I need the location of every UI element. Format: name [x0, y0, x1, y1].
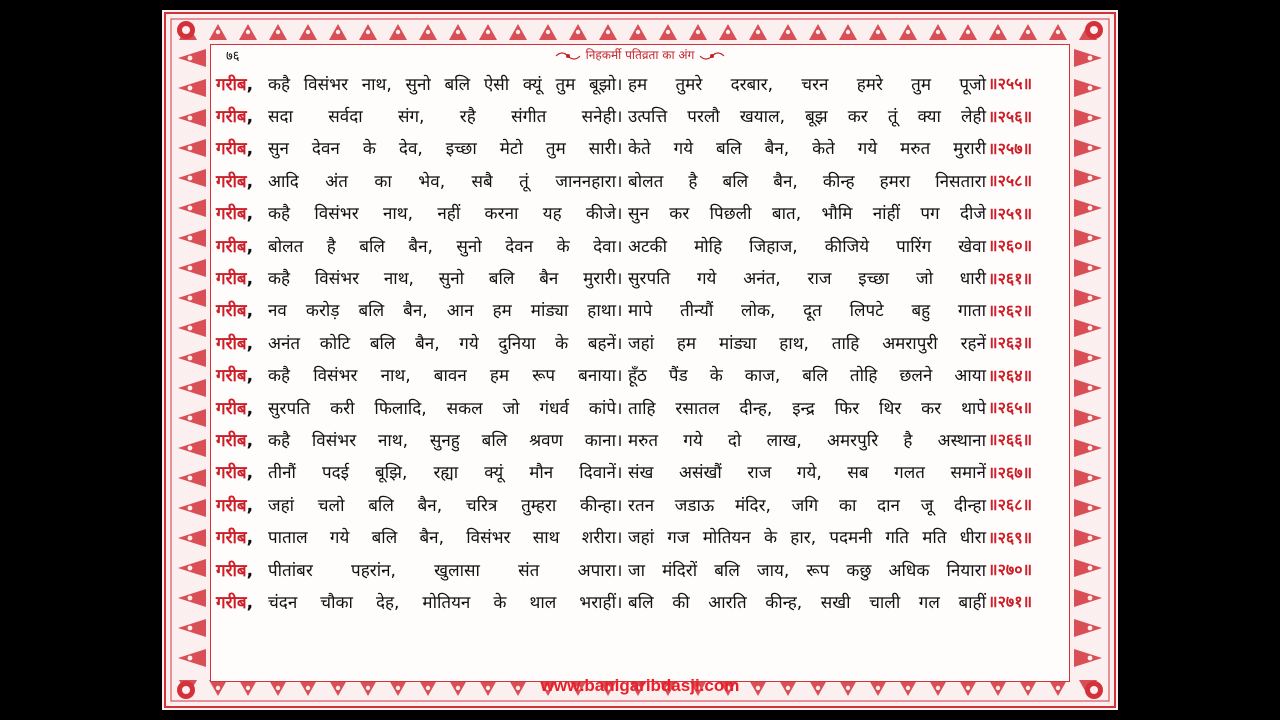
verse-separator: ।	[616, 333, 623, 354]
verse-second-half: बोलत है बलि बैन, कीन्ह हमरा निसतारा	[628, 171, 986, 192]
verse-number: ॥२५८॥	[988, 171, 1033, 191]
verse-separator: ।	[616, 366, 623, 387]
verse-separator: ।	[616, 495, 623, 516]
verse-number: ॥२६९॥	[988, 527, 1033, 547]
verse-separator: ।	[616, 398, 623, 419]
verse-second-half: सुन कर पिछली बात, भौमि नांहीं पग दीजे	[628, 204, 986, 225]
chapter-title: निहकर्मी पतिव्रता का अंग	[585, 48, 695, 62]
verse-label: गरीब,	[216, 398, 254, 419]
verse-second-half: जहां हम मांड्या हाथ, ताहि अमरापुरी रहनें	[628, 333, 986, 354]
verse-row	[210, 520, 1070, 552]
verse-row	[210, 326, 1070, 358]
verse-label: गरीब,	[216, 204, 254, 225]
verse-second-half: हूँठ पैंड के काज, बलि तोहि छलने आया	[628, 366, 986, 387]
verse-number: ॥२७१॥	[988, 592, 1033, 612]
verse-label: गरीब,	[216, 333, 254, 354]
verse-row	[210, 294, 1070, 326]
verse-first-half: अनंत कोटि बलि बैन, गये दुनिया के बहनें	[268, 333, 616, 354]
verse-row	[210, 391, 1070, 423]
verse-number: ॥२६८॥	[988, 495, 1033, 515]
verse-number: ॥२६७॥	[988, 462, 1033, 482]
verse-first-half: नव करोड़ बलि बैन, आन हम मांड्या हाथा	[268, 301, 616, 322]
verse-first-half: तीनौं पदई बूझि, रह्या क्यूं मौन दिवानें	[268, 463, 616, 484]
verse-first-half: कहै विसंभर नाथ, नहीं करना यह कीजे	[268, 204, 616, 225]
verse-second-half: केते गये बलि बैन, केते गये मरुत मुरारी	[628, 139, 986, 160]
verse-separator: ।	[616, 269, 623, 290]
verse-first-half: आदि अंत का भेव, सबै तूं जाननहारा	[268, 171, 616, 192]
verse-second-half: जा मंदिरों बलि जाय, रूप कछु अधिक नियारा	[628, 560, 986, 581]
verse-separator: ।	[616, 107, 623, 128]
verse-number: ॥२६३॥	[988, 333, 1033, 353]
verse-row	[210, 164, 1070, 196]
verse-number: ॥२६६॥	[988, 430, 1033, 450]
verse-number: ॥२५६॥	[988, 106, 1033, 126]
verse-label: गरीब,	[216, 171, 254, 192]
verse-first-half: सुन देवन के देव, इच्छा मेटो तुम सारी	[268, 139, 616, 160]
verse-label: गरीब,	[216, 74, 254, 95]
verse-second-half: हम तुमरे दरबार, चरन हमरे तुम पूजो	[628, 74, 986, 95]
verse-label: गरीब,	[216, 366, 254, 387]
verse-first-half: बोलत है बलि बैन, सुनो देवन के देवा	[268, 236, 616, 257]
verse-row	[210, 67, 1070, 99]
verse-second-half: उत्पत्ति परलौ खयाल, बूझ कर तूं क्या लेही	[628, 107, 986, 128]
verse-separator: ।	[616, 430, 623, 451]
verse-number: ॥२६५॥	[988, 398, 1033, 418]
verse-row	[210, 132, 1070, 164]
verse-number: ॥२६०॥	[988, 236, 1033, 256]
verse-number: ॥२५९॥	[988, 203, 1033, 223]
verse-label: गरीब,	[216, 463, 254, 484]
website-url[interactable]: www.banigaribdasji.com	[540, 676, 740, 695]
verse-list	[210, 67, 1070, 618]
verse-label: गरीब,	[216, 139, 254, 160]
page-number: ७६	[226, 49, 240, 64]
verse-first-half: जहां चलो बलि बैन, चरित्र तुम्हरा कीन्हा	[268, 495, 616, 516]
verse-row	[210, 359, 1070, 391]
verse-second-half: मरुत गये दो लाख, अमरपुरि है अस्थाना	[628, 430, 986, 451]
verse-separator: ।	[616, 592, 623, 613]
verse-second-half: संख असंखौं राज गये, सब गलत समानें	[628, 463, 986, 484]
verse-second-half: बलि की आरति कीन्ह, सखी चाली गल बाहीं	[628, 592, 986, 613]
verse-number: ॥२७०॥	[988, 560, 1033, 580]
verse-separator: ।	[616, 463, 623, 484]
verse-second-half: अटकी मोहि जिहाज, कीजिये पारिंग खेवा	[628, 236, 986, 257]
verse-first-half: कहै विसंभर नाथ, बावन हम रूप बनाया	[268, 366, 616, 387]
verse-number: ॥२६१॥	[988, 268, 1033, 288]
verse-label: गरीब,	[216, 528, 254, 549]
verse-separator: ।	[616, 560, 623, 581]
verse-number: ॥२६४॥	[988, 365, 1033, 385]
verse-separator: ।	[616, 171, 623, 192]
verse-row	[210, 585, 1070, 617]
chapter-header	[162, 46, 1118, 63]
verse-first-half: चंदन चौका देह, मोतियन के थाल भराहीं	[268, 592, 616, 613]
verse-number: ॥२६२॥	[988, 300, 1033, 320]
verse-row	[210, 553, 1070, 585]
verse-first-half: सुरपति करी फिलादि, सकल जो गंधर्व कांपे	[268, 398, 616, 419]
verse-first-half: पीतांबर पहरांन, खुलासा संत अपारा	[268, 560, 616, 581]
verse-number: ॥२५५॥	[988, 74, 1033, 94]
verse-second-half: ताहि रसातल दीन्ह, इन्द्र फिर थिर कर थापे	[628, 398, 986, 419]
verse-first-half: सदा सर्वदा संग, रहै संगीत सनेही	[268, 107, 616, 128]
verse-row	[210, 261, 1070, 293]
verse-separator: ।	[616, 301, 623, 322]
verse-separator: ।	[616, 74, 623, 95]
verse-label: गरीब,	[216, 301, 254, 322]
verse-second-half: रतन जडाऊ मंदिर, जगि का दान जू दीन्हा	[628, 495, 986, 516]
right-flourish-icon	[698, 50, 726, 62]
verse-first-half: कहै विसंभर नाथ, सुनो बलि ऐसी क्यूं तुम बूझो	[268, 74, 616, 95]
verse-row	[210, 456, 1070, 488]
book-page	[162, 10, 1118, 710]
verse-second-half: सुरपति गये अनंत, राज इच्छा जो धारी	[628, 269, 986, 290]
verse-separator: ।	[616, 204, 623, 225]
verse-label: गरीब,	[216, 430, 254, 451]
verse-second-half: मापे तीन्यौं लोक, दूत लिपटे बहु गाता	[628, 301, 986, 322]
verse-row	[210, 99, 1070, 131]
verse-number: ॥२५७॥	[988, 138, 1033, 158]
verse-separator: ।	[616, 236, 623, 257]
verse-label: गरीब,	[216, 107, 254, 128]
verse-first-half: कहै विसंभर नाथ, सुनो बलि बैन मुरारी	[268, 269, 616, 290]
verse-first-half: पाताल गये बलि बैन, विसंभर साथ शरीरा	[268, 528, 616, 549]
verse-label: गरीब,	[216, 269, 254, 290]
verse-separator: ।	[616, 139, 623, 160]
verse-first-half: कहै विसंभर नाथ, सुनहु बलि श्रवण काना	[268, 430, 616, 451]
verse-row	[210, 488, 1070, 520]
verse-label: गरीब,	[216, 560, 254, 581]
verse-row	[210, 229, 1070, 261]
verse-label: गरीब,	[216, 592, 254, 613]
verse-separator: ।	[616, 528, 623, 549]
verse-row	[210, 423, 1070, 455]
left-flourish-icon	[554, 50, 582, 62]
verse-label: गरीब,	[216, 495, 254, 516]
verse-label: गरीब,	[216, 236, 254, 257]
verse-row	[210, 197, 1070, 229]
verse-second-half: जहां गज मोतियन के हार, पदमनी गति मति धीरा	[628, 528, 986, 549]
